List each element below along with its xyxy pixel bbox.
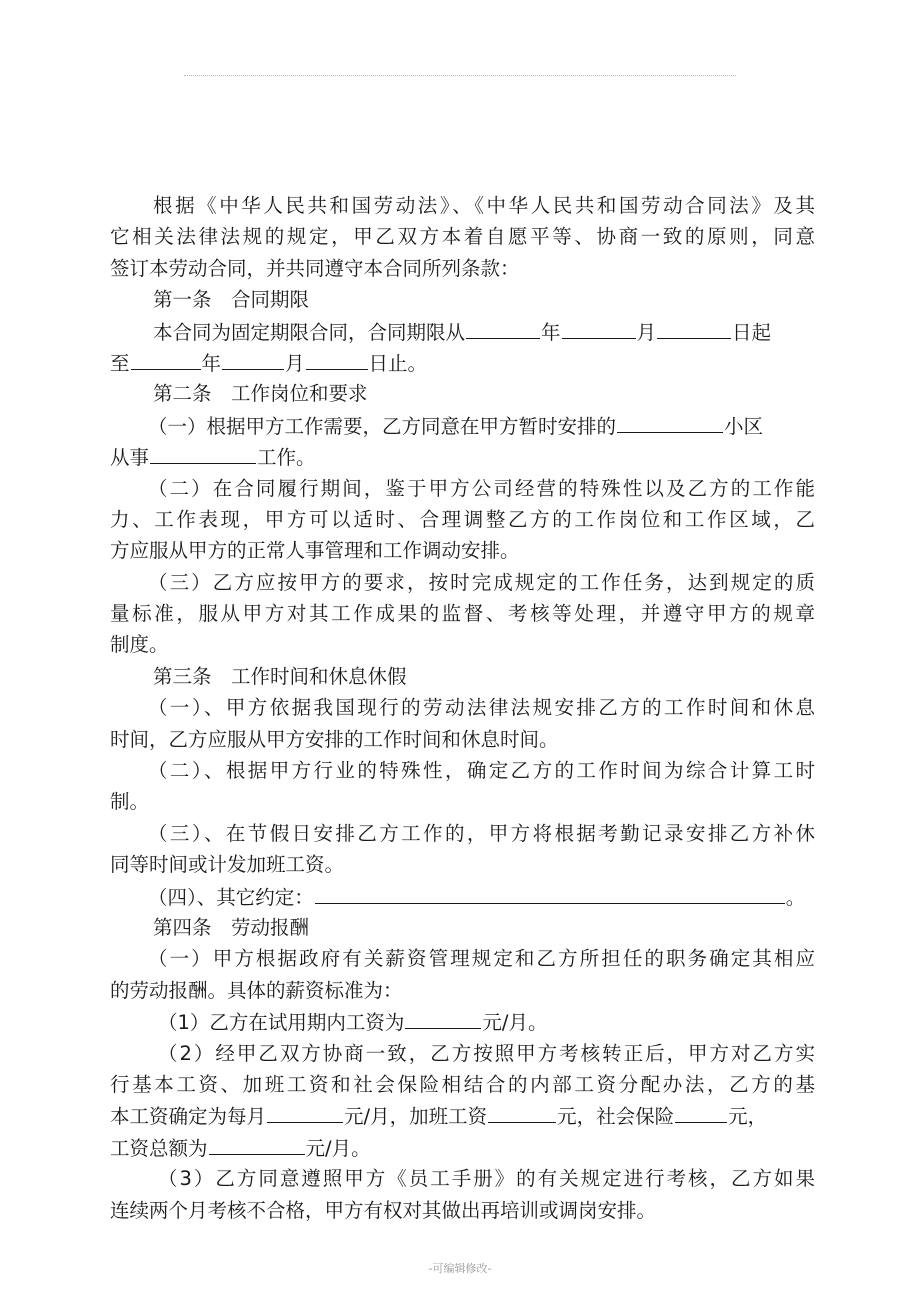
article-4-s2-line-3: 本工资确定为每月 元/月，加班工资 元，社会保险 元， (110, 1100, 815, 1131)
article-4-p1-line-1: （一）甲方根据政府有关薪资管理规定和乙方所担任的职务确定其相应 (148, 947, 815, 971)
article-4-s2-line-4: 工资总额为 元/月。 (110, 1132, 815, 1163)
article-3-p1-line-1: （一）、甲方依据我国现行的劳动法律法规安排乙方的工作时间和休息 (148, 696, 815, 720)
article-3-p2-line-1: （二）、根据甲方行业的特殊性，确定乙方的工作时间为综合计算工时 (148, 759, 815, 783)
article-4-s3-line-2: 连续两个月考核不合格，甲方有权对其做出再培训或调岗安排。 (110, 1198, 657, 1222)
article-1-line-2: 至 年 月 日止。 (110, 347, 815, 378)
job-blank[interactable] (150, 441, 256, 464)
article-2-p2-line-1: （二）在合同履行期间，鉴于甲方公司经营的特殊性以及乙方的工作能 (148, 476, 815, 500)
article-3-p3-line-1: （三）、在节假日安排乙方工作的，甲方将根据考勤记录安排乙方补休 (148, 821, 815, 845)
article-2-p2-line-3: 方应服从甲方的正常人事管理和工作调动安排。 (110, 539, 520, 563)
community-blank[interactable] (617, 410, 723, 433)
article-4-s3-line-1: （3）乙方同意遵照甲方《员工手册》的有关规定进行考核，乙方如果 (158, 1167, 815, 1191)
end-day-blank[interactable] (306, 347, 368, 370)
base-wage-blank[interactable] (267, 1100, 343, 1123)
start-day-blank[interactable] (657, 316, 731, 339)
header-rule (184, 75, 736, 76)
article-2-p1-line-1: （一）根据甲方工作需要，乙方同意在甲方暂时安排的 小区 (110, 410, 815, 441)
social-insurance-blank[interactable] (675, 1100, 727, 1123)
article-3-p3-line-2: 同等时间或计发加班工资。 (110, 853, 345, 877)
intro-line-2: 它相关法律法规的规定，甲乙双方本着自愿平等、协商一致的原则，同意 (110, 225, 815, 249)
start-year-blank[interactable] (466, 316, 540, 339)
article-1-title: 第一条 合同期限 (153, 288, 310, 312)
end-month-blank[interactable] (222, 347, 284, 370)
article-2-title: 第二条 工作岗位和要求 (153, 382, 368, 406)
article-2-p2-line-2: 力、工作表现，甲方可以适时、合理调整乙方的工作岗位和工作区域，乙 (110, 507, 815, 531)
article-4-p1-line-2: 的劳动报酬。具体的薪资标准为： (110, 978, 403, 1002)
other-terms-blank[interactable] (315, 881, 785, 904)
article-4-s2-line-1: （2）经甲乙双方协商一致，乙方按照甲方考核转正后，甲方对乙方实 (158, 1041, 815, 1065)
page-footer: -可编辑修改- (428, 1262, 492, 1275)
overtime-wage-blank[interactable] (488, 1100, 556, 1123)
intro-line-3: 签订本劳动合同，并共同遵守本合同所列条款： (110, 256, 520, 280)
article-2-p1-line-2: 从事 工作。 (110, 441, 815, 472)
article-2-p3-line-3: 制度。 (110, 633, 169, 657)
article-4-s2-line-2: 行基本工资、加班工资和社会保险相结合的内部工资分配办法，乙方的基 (110, 1072, 815, 1096)
article-1-line-1: 本合同为固定期限合同，合同期限从 年 月 日起 (110, 316, 815, 347)
end-year-blank[interactable] (131, 347, 201, 370)
probation-wage-blank[interactable] (405, 1006, 481, 1029)
article-3-p4: （四）、其它约定： 。 (110, 881, 815, 912)
contract-body (110, 190, 815, 1226)
article-2-p3-line-1: （三）乙方应按甲方的要求，按时完成规定的工作任务，达到规定的质 (148, 570, 815, 594)
article-4-s1: （1）乙方在试用期内工资为 元/月。 (110, 1006, 815, 1037)
total-wage-blank[interactable] (209, 1132, 305, 1155)
intro-line-1: 根据《中华人民共和国劳动法》、《中华人民共和国劳动合同法》及其 (153, 194, 815, 217)
start-month-blank[interactable] (562, 316, 636, 339)
article-2-p3-line-2: 量标准，服从甲方对其工作成果的监督、考核等处理，并遵守甲方的规章 (110, 602, 815, 626)
article-4-title: 第四条 劳动报酬 (153, 915, 310, 939)
article-3-p1-line-2: 时间，乙方应服从甲方安排的工作时间和休息时间。 (110, 727, 559, 751)
article-3-title: 第三条 工作时间和休息休假 (153, 664, 407, 688)
article-3-p2-line-2: 制。 (110, 790, 150, 814)
